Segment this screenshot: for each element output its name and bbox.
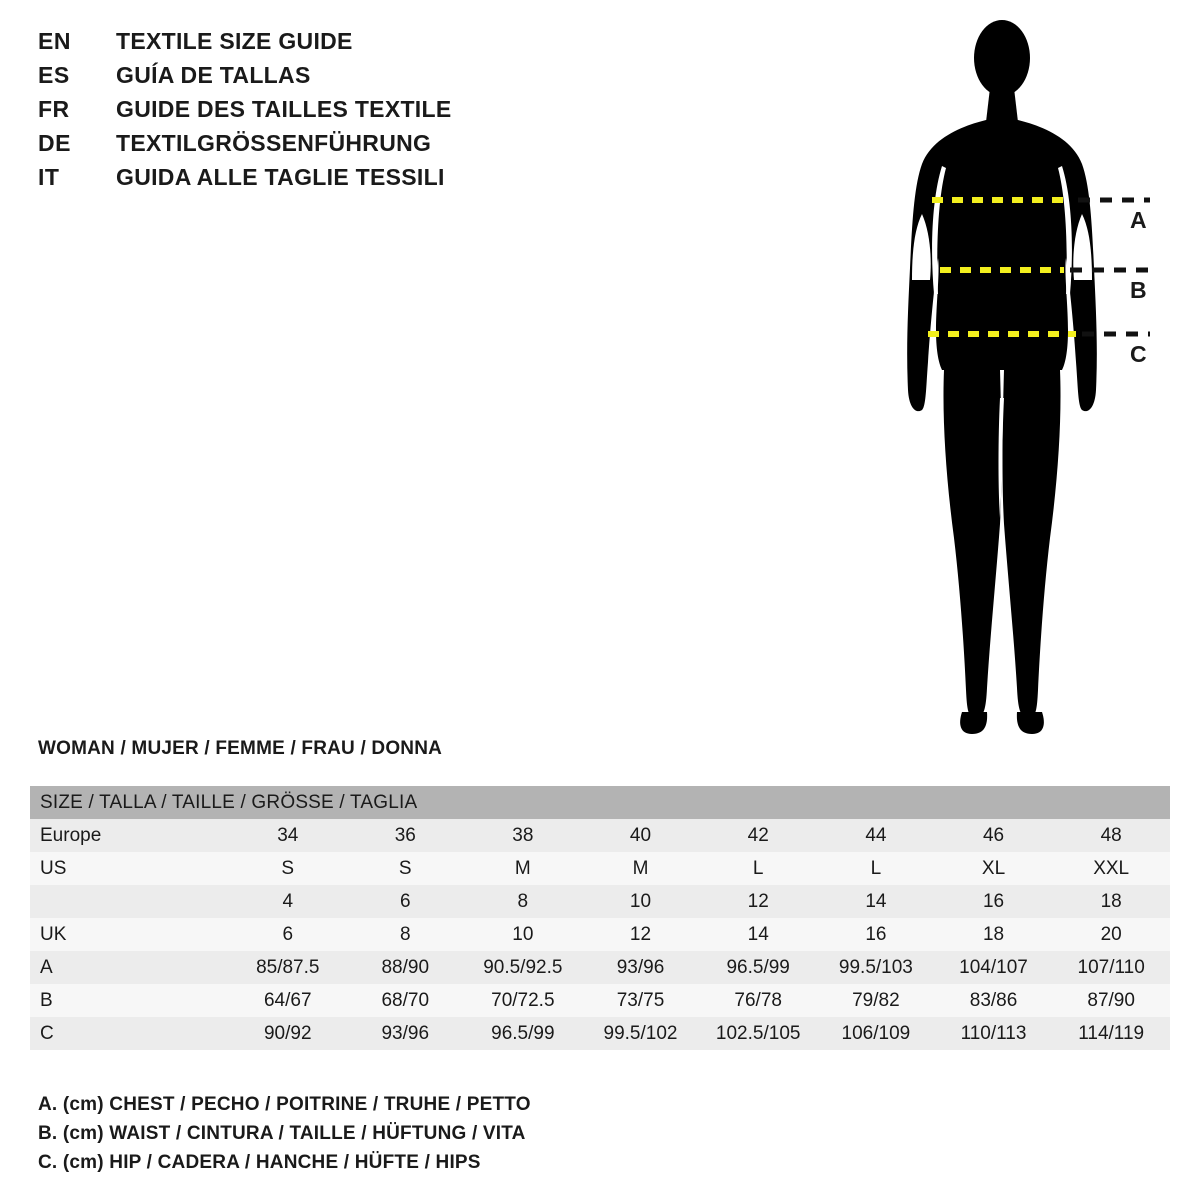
cell: 44: [865, 824, 887, 846]
cell: 34: [277, 824, 299, 846]
language-code: ES: [38, 62, 70, 88]
cell: 10: [512, 923, 534, 945]
table-row: [30, 918, 1170, 951]
cell: 10: [629, 890, 652, 912]
footnote-chest: A. (cm) CHEST / PECHO / POITRINE / TRUHE / PETTO: [38, 1094, 531, 1115]
cell: 18: [982, 923, 1005, 945]
language-row: [38, 164, 598, 198]
body-silhouette-icon: [850, 18, 1180, 758]
cell: 88/90: [381, 956, 430, 978]
cell: 99.5/103: [838, 956, 913, 978]
language-title: GUIDE DES TAILLES TEXTILE: [116, 96, 452, 122]
language-code: FR: [38, 96, 70, 122]
table-row: [30, 951, 1170, 984]
footnotes: [38, 1090, 738, 1177]
language-row: [38, 28, 598, 62]
cell: 64/67: [263, 989, 312, 1011]
cell: 20: [1100, 923, 1122, 945]
row-label: UK: [40, 923, 67, 945]
cell: 73/75: [616, 989, 665, 1011]
cell: 12: [747, 890, 769, 912]
cell: 87/90: [1087, 989, 1135, 1011]
language-code: DE: [38, 130, 71, 156]
label-a: A: [1130, 207, 1147, 233]
cell: 8: [399, 923, 411, 945]
cell: XXL: [1093, 857, 1130, 879]
language-title: GUÍA DE TALLAS: [116, 62, 311, 88]
cell: 38: [512, 824, 534, 846]
row-label: C: [40, 1022, 54, 1044]
cell: 14: [747, 923, 769, 945]
language-code: EN: [38, 28, 71, 54]
cell: 76/78: [734, 989, 782, 1011]
label-b: B: [1130, 277, 1147, 303]
cell: 114/119: [1078, 1022, 1145, 1044]
cell: 110/113: [960, 1022, 1027, 1044]
cell: 16: [982, 890, 1005, 912]
cell: 85/87.5: [256, 956, 320, 978]
cell: 68/70: [381, 989, 430, 1011]
cell: 104/107: [959, 956, 1028, 978]
cell: 12: [629, 923, 652, 945]
cell: 4: [282, 890, 294, 912]
language-code: IT: [38, 164, 60, 190]
table-row: [30, 819, 1170, 852]
language-row: [38, 130, 598, 164]
row-label: A: [40, 956, 53, 978]
size-table: [30, 786, 1170, 1050]
cell: 96.5/99: [726, 956, 790, 978]
language-title: TEXTILE SIZE GUIDE: [116, 28, 353, 54]
cell: 90/92: [263, 1022, 312, 1044]
cell: 96.5/99: [491, 1022, 555, 1044]
row-label: US: [40, 857, 67, 879]
row-label: [30, 885, 229, 918]
cell: 48: [1100, 824, 1122, 846]
cell: 6: [399, 890, 411, 912]
cell: 70/72.5: [491, 989, 555, 1011]
cell: XL: [981, 857, 1006, 879]
cell: 102.5/105: [715, 1022, 801, 1044]
cell: 79/82: [852, 989, 900, 1011]
table-row: [30, 852, 1170, 885]
cell: 36: [394, 824, 416, 846]
table-header-row: [30, 786, 1170, 819]
language-title-block: [38, 28, 598, 198]
cell: M: [632, 857, 649, 879]
cell: 42: [747, 824, 769, 846]
female-body-figure: [850, 18, 1180, 758]
language-row: [38, 62, 598, 96]
cell: 99.5/102: [603, 1022, 678, 1044]
label-c: C: [1130, 341, 1147, 367]
cell: 90.5/92.5: [483, 956, 563, 978]
section-title: WOMAN / MUJER / FEMME / FRAU / DONNA: [38, 738, 443, 759]
cell: 6: [282, 923, 294, 945]
cell: 93/96: [616, 956, 665, 978]
cell: 106/109: [841, 1022, 911, 1044]
footnote-hip: C. (cm) HIP / CADERA / HANCHE / HÜFTE / HIPS: [38, 1152, 481, 1173]
cell: 93/96: [381, 1022, 430, 1044]
cell: L: [870, 857, 882, 879]
row-label: Europe: [40, 824, 102, 846]
language-title: TEXTILGRÖSSENFÜHRUNG: [116, 130, 432, 156]
language-title: GUIDA ALLE TAGLIE TESSILI: [116, 164, 445, 190]
cell: L: [752, 857, 764, 879]
cell: 40: [629, 824, 652, 846]
cell: 107/110: [1077, 956, 1145, 978]
cell: 8: [517, 890, 529, 912]
cell: 46: [982, 824, 1005, 846]
footnote-waist: B. (cm) WAIST / CINTURA / TAILLE / HÜFTUNG / VITA: [38, 1123, 526, 1144]
language-row: [38, 96, 598, 130]
table-row: [30, 984, 1170, 1017]
cell: 14: [865, 890, 887, 912]
row-label: B: [40, 989, 53, 1011]
cell: S: [398, 857, 412, 879]
cell: S: [281, 857, 295, 879]
table-header-label: SIZE / TALLA / TAILLE / GRÖSSE / TAGLIA: [30, 786, 1170, 819]
cell: 16: [865, 923, 887, 945]
table-row: [30, 885, 1170, 918]
cell: M: [514, 857, 531, 879]
cell: 83/86: [969, 989, 1018, 1011]
cell: 18: [1100, 890, 1122, 912]
table-row: [30, 1017, 1170, 1050]
